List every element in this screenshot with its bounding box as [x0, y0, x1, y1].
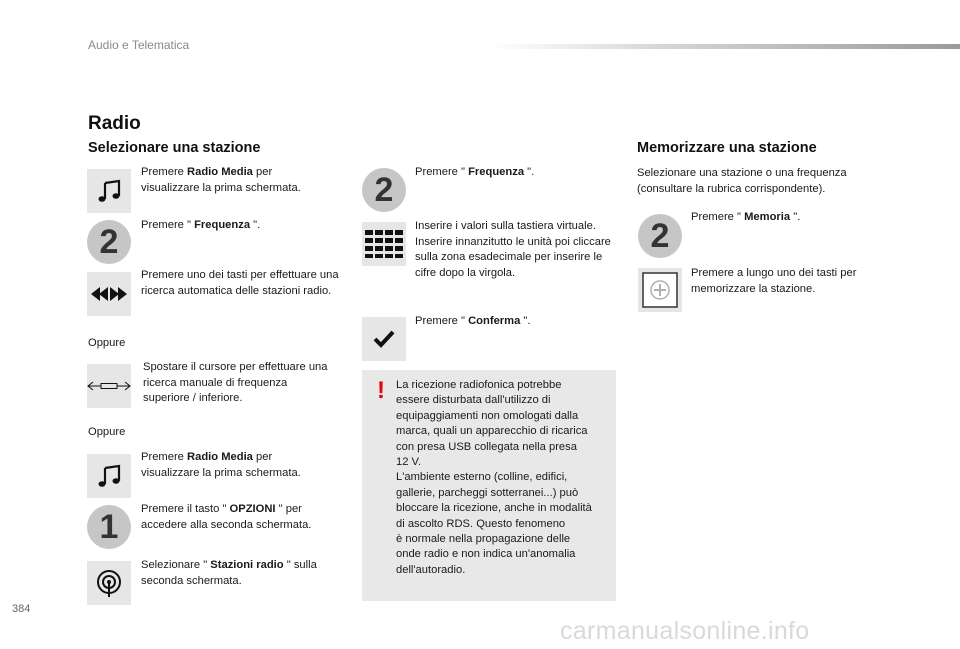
left-heading: Selezionare una stazione — [88, 140, 261, 156]
step-text: Premere " Frequenza ". — [141, 219, 261, 231]
radio-media-button — [87, 169, 131, 213]
slider-cursor-icon — [87, 379, 131, 393]
music-note-icon — [95, 462, 123, 490]
confirm-button — [362, 317, 406, 361]
step-badge: 2 — [638, 214, 682, 258]
step-text: Premere uno dei tasti per effettuare una ricerca automatica delle stazioni radio. — [141, 269, 339, 297]
step-text: Premere " Frequenza ". — [415, 166, 535, 178]
keypad-grid-icon — [364, 229, 404, 259]
step-badge: 2 — [362, 168, 406, 212]
step-text: Premere Radio Media per visualizzare la prima schermata. — [141, 166, 301, 194]
radio-stations-button — [87, 561, 131, 605]
step-text: Inserire i valori sulla tastiera virtuale. Inserire innanzitutto le unità poi cliccare sulla zona esadecimale per inserire le cifre dopo la virgola. — [415, 220, 611, 279]
section-header: Audio e Telematica — [88, 38, 190, 52]
oppure-label: Oppure — [88, 337, 126, 349]
step-text: Premere " Conferma ". — [415, 315, 531, 327]
step-text: Premere il tasto " OPZIONI " per accedere alla seconda schermata. — [141, 503, 312, 531]
step-text: Selezionare " Stazioni radio " sulla seconda schermata. — [141, 559, 317, 587]
seek-buttons — [87, 272, 131, 316]
step-text: Premere Radio Media per visualizzare la prima schermata. — [141, 451, 301, 479]
step-text: Spostare il cursore per effettuare una ricerca manuale di frequenza superiore / inferiore. — [143, 361, 328, 404]
warning-text: La ricezione radiofonica potrebbe essere disturbata dall'utilizzo di equipaggiamenti non omologati dalla marca, quali un apparecchio di ricarica con presa USB collegata nella presa 12 V. L'ambiente esterno (colline, edifici, gallerie, parcheggi sotterranei...) può bloccare la ricezione, anche in modalità di ascolto RDS. Questo fenomeno è normale nella propagazione delle onde radio e non indica un'anomalia dell'autoradio. — [396, 379, 592, 576]
right-heading: Memorizzare una stazione — [637, 140, 817, 156]
virtual-keypad — [362, 222, 406, 266]
page-title: Radio — [88, 113, 141, 134]
watermark: carmanualsonline.info — [560, 617, 810, 645]
oppure-label: Oppure — [88, 426, 126, 438]
seek-arrows-icon — [89, 284, 129, 304]
radio-media-button — [87, 454, 131, 498]
step-text: Premere a lungo uno dei tasti per memorizzare la stazione. — [691, 267, 857, 295]
add-preset-icon — [642, 272, 678, 308]
preset-button — [638, 268, 682, 312]
page-number: 384 — [12, 603, 31, 615]
checkmark-icon — [372, 329, 396, 349]
step-badge: 2 — [87, 220, 131, 264]
step-text: Premere " Memoria ". — [691, 211, 801, 223]
header-gradient-bar — [490, 44, 960, 49]
warning-icon: ! — [377, 377, 385, 404]
frequency-slider — [87, 364, 131, 408]
step-badge: 1 — [87, 505, 131, 549]
right-intro: Selezionare una stazione o una frequenza (consultare la rubrica corrispondente). — [637, 167, 847, 195]
radio-antenna-icon — [94, 568, 124, 598]
music-note-icon — [95, 177, 123, 205]
